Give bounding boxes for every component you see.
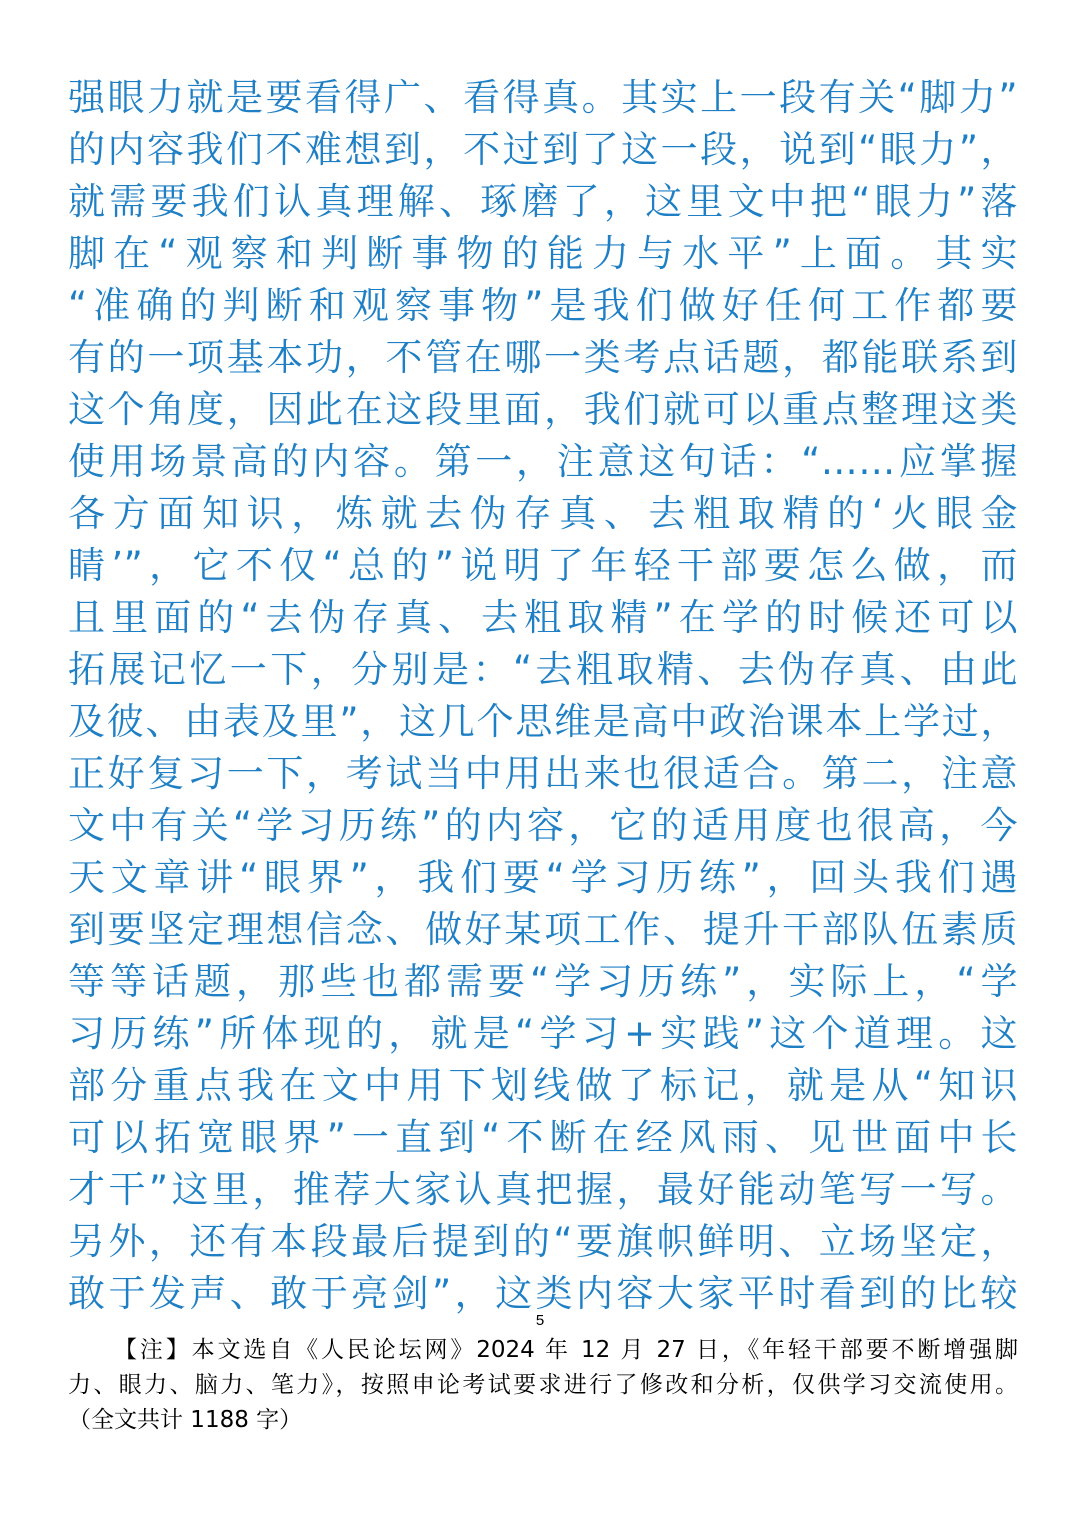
note-line: 力、眼力、脑力、笔力》，按照申论考试要求进行了修改和分析，仅供学习交流使用。 bbox=[68, 1372, 1018, 1398]
body-line: 就需要我们认真理解、琢磨了，这里文中把“眼力”落 bbox=[68, 180, 1018, 223]
body-line: 睛’”，它不仅“总的”说明了年轻干部要怎么做，而 bbox=[68, 544, 1018, 587]
body-line: 各方面知识，炼就去伪存真、去粗取精的‘火眼金 bbox=[68, 492, 1018, 535]
source-note bbox=[68, 1333, 1018, 1438]
body-line: 脚在“观察和判断事物的能力与水平”上面。其实 bbox=[68, 232, 1018, 275]
body-line: 有的一项基本功，不管在哪一类考点话题，都能联系到 bbox=[68, 336, 1018, 379]
body-line: 可以拓宽眼界”一直到“不断在经风雨、见世面中长 bbox=[68, 1116, 1018, 1159]
body-line: “准确的判断和观察事物”是我们做好任何工作都要 bbox=[68, 284, 1018, 327]
page-number: 5 bbox=[535, 1312, 545, 1329]
body-text bbox=[68, 72, 1018, 1320]
body-line: 敢于发声、敢于亮剑”，这类内容大家平时看到的比较 bbox=[68, 1272, 1018, 1315]
body-line: 使用场景高的内容。第一，注意这句话：“……应掌握 bbox=[68, 440, 1018, 483]
body-line: 部分重点我在文中用下划线做了标记，就是从“知识 bbox=[68, 1064, 1018, 1107]
body-line: 强眼力就是要看得广、看得真。其实上一段有关“脚力” bbox=[68, 76, 1018, 119]
body-line: 正好复习一下，考试当中用出来也很适合。第二，注意 bbox=[68, 752, 1018, 795]
body-line: 另外，还有本段最后提到的“要旗帜鲜明、立场坚定， bbox=[68, 1220, 1018, 1263]
body-line: 才干”这里，推荐大家认真把握，最好能动笔写一写。 bbox=[68, 1168, 1018, 1211]
body-line: 习历练”所体现的，就是“学习+实践”这个道理。这 bbox=[68, 1012, 1018, 1055]
note-line: （全文共计 1188 字） bbox=[68, 1407, 303, 1433]
body-line: 到要坚定理想信念、做好某项工作、提升干部队伍素质 bbox=[68, 908, 1018, 951]
body-line: 的内容我们不难想到，不过到了这一段，说到“眼力”， bbox=[68, 128, 1018, 171]
body-line: 且里面的“去伪存真、去粗取精”在学的时候还可以 bbox=[68, 596, 1018, 639]
body-line: 文中有关“学习历练”的内容，它的适用度也很高，今 bbox=[68, 804, 1018, 847]
body-line: 这个角度，因此在这段里面，我们就可以重点整理这类 bbox=[68, 388, 1018, 431]
body-line: 天文章讲“眼界”，我们要“学习历练”，回头我们遇 bbox=[68, 856, 1018, 899]
body-line: 等等话题，那些也都需要“学习历练”，实际上，“学 bbox=[68, 960, 1018, 1003]
body-line: 拓展记忆一下，分别是：“去粗取精、去伪存真、由此 bbox=[68, 648, 1018, 691]
note-line: 【注】本文选自《人民论坛网》2024 年 12 月 27 日，《年轻干部要不断增强脚 bbox=[114, 1337, 1018, 1363]
body-line: 及彼、由表及里”，这几个思维是高中政治课本上学过， bbox=[68, 700, 1018, 743]
